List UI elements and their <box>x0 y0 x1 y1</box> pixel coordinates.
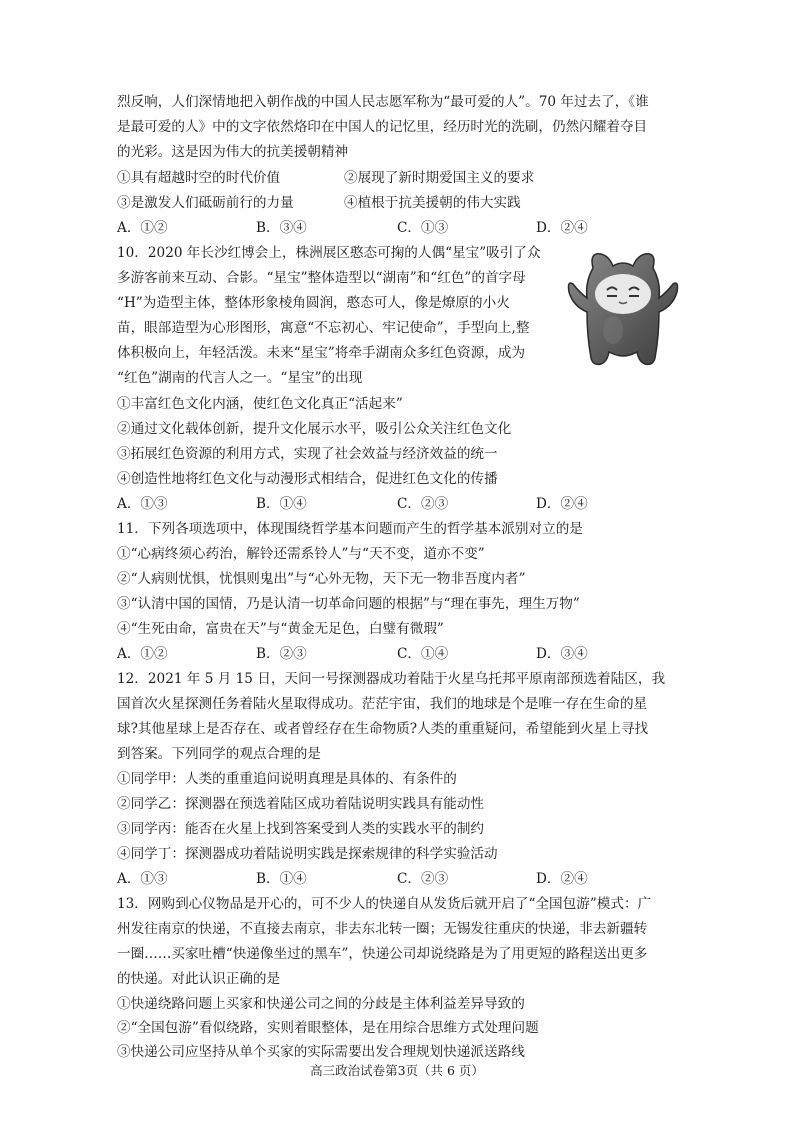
q9-statement-1: ①具有超越时空的时代价值 <box>117 170 281 186</box>
q9-statement-3: ③是激发人们砥砺前行的力量 <box>117 195 294 211</box>
q9-statement-row-2 <box>117 191 677 215</box>
q13-statement-2: ②“全国包游”看似绕路，实则着眼整体，是在用综合思维方式处理问题 <box>117 1020 539 1036</box>
q12-text-line-1: 12．2021 年 5 月 15 日，天问一号探测器成功着陆于火星乌托邦平原南部预选着陆区，我 <box>117 671 666 687</box>
q12-statement-1: ①同学甲：人类的重重追问说明真理是具体的、有条件的 <box>117 771 457 787</box>
q10-text-line-4: 苗，眼部造型为心形图形，寓意“不忘初心、牢记使命”，手型向上,整 <box>117 320 530 336</box>
q9-statement-4: ④植根于抗美援朝的伟大实践 <box>344 195 521 211</box>
q11-statement-4: ④“生死由命，富贵在天”与“黄金无足色，白璧有微瑕” <box>117 621 444 637</box>
q11-statement-3: ③“认清中国的国情，乃是认清一切革命问题的根据”与“理在事先，理生万物” <box>117 596 580 612</box>
q10-text-line-1: 10．2020 年长沙红博会上，株洲展区憨态可掬的人偶“星宝”吸引了众 <box>117 245 541 261</box>
q12-statement-4: ④同学丁：探测器成功着陆说明实践是探索规律的科学实验活动 <box>117 846 498 862</box>
q10-option-d: D．②④ <box>536 496 588 512</box>
q12-option-a: A．①③ <box>117 871 168 887</box>
q12-option-b: B．①④ <box>256 871 307 887</box>
q12-text-line-4: 到答案。下列同学的观点合理的是 <box>117 746 321 762</box>
q11-option-d: D．③④ <box>536 646 588 662</box>
q11-option-c: C．①④ <box>397 646 449 662</box>
q10-text-line-6: “红色”湖南的代言人之一。“星宝”的出现 <box>117 370 363 386</box>
q10-statement-4: ④创造性地将红色文化与动漫形式相结合，促进红色文化的传播 <box>117 471 498 487</box>
q12-text-line-2: 国首次火星探测任务着陆火星取得成功。茫茫宇宙，我们的地球是个是唯一存在生命的星 <box>117 696 648 712</box>
q12-option-c: C．②③ <box>397 871 449 887</box>
q9-options <box>117 216 697 240</box>
q13-statement-3: ③快递公司应坚持从单个买家的实际需要出发合理规划快递派送路线 <box>117 1044 525 1060</box>
q11-statement-1: ①“心病终须心药治，解铃还需系铃人”与“天不变，道亦不变” <box>117 546 485 562</box>
q9-text-line-2: 是最可爱的人》中的文字依然烙印在中国人的记忆里，经历时光的洗刷，仍然闪耀着夺目 <box>117 119 648 135</box>
q9-option-a: A．①② <box>117 220 168 236</box>
q9-text-line-1: 烈反响，人们深情地把入朝作战的中国人民志愿军称为“最可爱的人”。70 年过去了，《谁 <box>117 94 649 110</box>
q11-text-line-1: 11．下列各项选项中，体现围绕哲学基本问题而产生的哲学基本派别对立的是 <box>117 521 583 537</box>
q9-option-b: B．③④ <box>256 220 307 236</box>
xingbao-mascot-image <box>563 246 683 370</box>
q12-text-line-3: 球?其他星球上是否存在、或者曾经存在生命物质?人类的重重疑问，希望能到火星上寻找 <box>117 721 649 737</box>
q10-statement-2: ②通过文化载体创新，提升文化展示水平，吸引公众关注红色文化 <box>117 421 512 437</box>
q12-statement-2: ②同学乙：探测器在预选着陆区成功着陆说明实践具有能动性 <box>117 796 485 812</box>
q10-options <box>117 492 697 516</box>
q10-text-line-2: 多游客前来互动、合影。“星宝”整体造型以“湖南”和“红色”的首字母 <box>117 270 526 286</box>
q11-option-b: B．②③ <box>256 646 307 662</box>
q10-statement-1: ①丰富红色文化内涵，使红色文化真正“活起来” <box>117 396 403 412</box>
q9-statement-row-1 <box>117 166 677 190</box>
q13-text-line-4: 的快递。对此认识正确的是 <box>117 971 281 987</box>
q13-statement-1: ①快递绕路问题上买家和快递公司之间的分歧是主体利益差异导致的 <box>117 996 525 1012</box>
q10-statement-3: ③拓展红色资源的利用方式，实现了社会效益与经济效益的统一 <box>117 446 498 462</box>
q9-option-c: C．①③ <box>397 220 449 236</box>
q13-text-line-1: 13．网购到心仪物品是开心的，可不少人的快递自从发货后就开启了“全国包游”模式：广 <box>117 896 652 912</box>
q10-option-b: B．①④ <box>256 496 307 512</box>
q10-option-a: A．①③ <box>117 496 168 512</box>
q9-text-line-3: 的光彩。这是因为伟大的抗美援朝精神 <box>117 144 349 160</box>
q11-option-a: A．①② <box>117 646 168 662</box>
q10-text-line-5: 体积极向上，年轻活泼。未来“星宝”将牵手湖南众多红色资源，成为 <box>117 345 526 361</box>
q12-option-d: D．②④ <box>536 871 588 887</box>
q12-options <box>117 867 697 891</box>
q12-statement-3: ③同学丙：能否在火星上找到答案受到人类的实践水平的制约 <box>117 821 485 837</box>
q13-text-line-2: 州发往南京的快递，不直接去南京，非去东北转一圈；无锡发往重庆的快递，非去新疆转 <box>117 921 648 937</box>
q11-options <box>117 642 697 666</box>
q9-option-d: D．②④ <box>536 220 588 236</box>
q11-statement-2: ②“人病则忧惧，忧惧则鬼出”与“心外无物，天下无一物非吾度内者” <box>117 571 526 587</box>
q9-statement-2: ②展现了新时期爱国主义的要求 <box>344 170 535 186</box>
page-footer: 高三政治试卷第3页（共 6 页） <box>310 1063 484 1078</box>
q10-option-c: C．②③ <box>397 496 449 512</box>
q10-text-line-3: “H”为造型主体，整体形象棱角圆润，憨态可人，像是燎原的小火 <box>117 295 510 311</box>
q13-text-line-3: 一圈……买家吐槽“快递像坐过的黑车”，快递公司却说绕路是为了用更短的路程送出更多 <box>117 946 648 962</box>
